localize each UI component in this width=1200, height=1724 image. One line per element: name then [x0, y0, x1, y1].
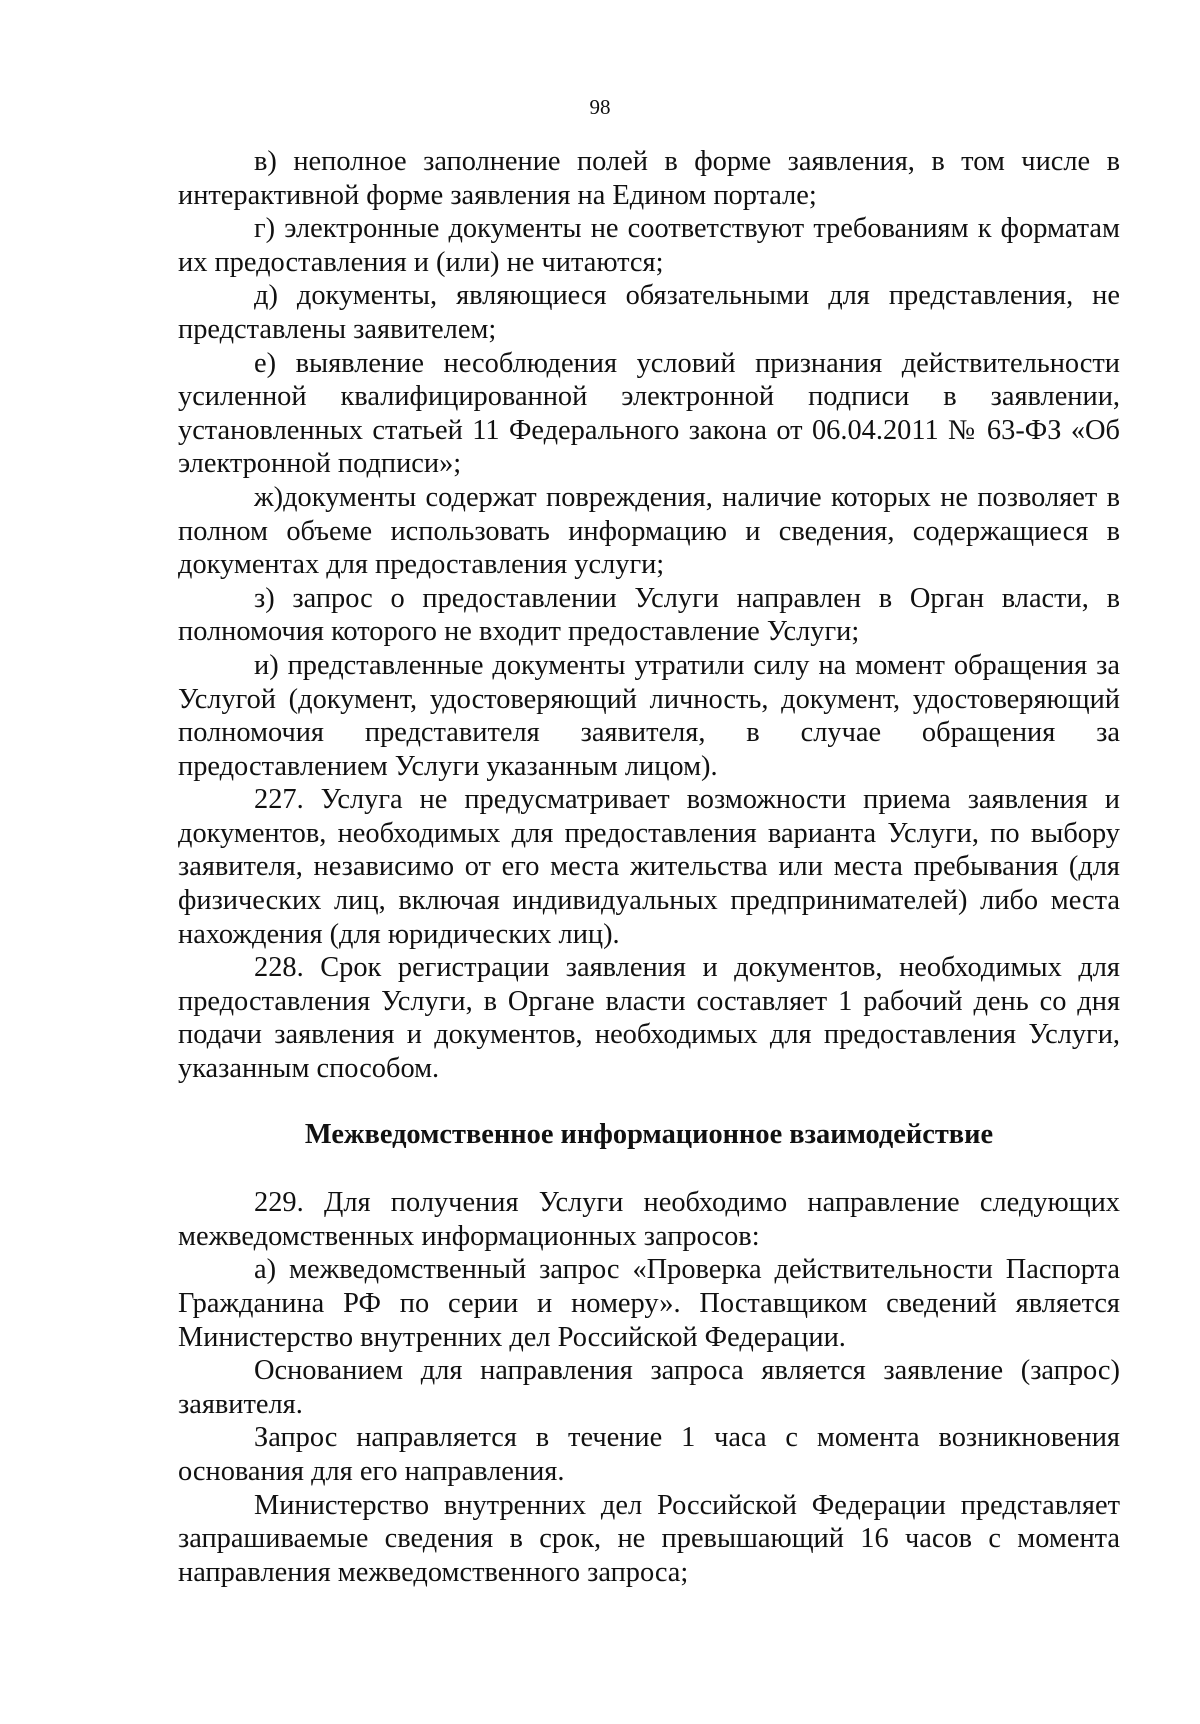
paragraph-text: документы, являющиеся обязательными для представления, не представлены заявителем; [178, 280, 1120, 345]
paragraph-text: Министерство внутренних дел Российской Федерации представляет запрашиваемые сведения в срок, не превышающий 16 часов с момента направления межведомственного запроса; [178, 1489, 1120, 1588]
list-marker: з) [254, 582, 275, 614]
list-marker: в) [254, 146, 277, 177]
paragraph-timing [178, 1421, 1120, 1488]
paragraph-text: запрос о предоставлении Услуги направлен в Орган власти, в полномочия которого не входит предоставление Услуги; [178, 582, 1120, 648]
list-marker: 228. [254, 952, 304, 984]
document-body [178, 145, 1120, 1589]
paragraph-item-i [178, 649, 1120, 783]
paragraph-text: неполное заполнение полей в форме заявления, в том числе в интерактивной форме заявления на Едином портале; [178, 146, 1120, 211]
paragraph-response [178, 1489, 1120, 1590]
paragraph-228 [178, 951, 1120, 1085]
paragraph-227 [178, 783, 1120, 951]
list-marker: д) [254, 280, 278, 312]
paragraph-item-e [178, 347, 1120, 481]
paragraph-text: Основанием для направления запроса является заявление (запрос) заявителя. [178, 1355, 1120, 1420]
paragraph-text: документы содержат повреждения, наличие которых не позволяет в полном объеме использовать информацию и сведения, содержащиеся в документах для предоставления услуги; [178, 481, 1120, 581]
paragraph-basis [178, 1354, 1120, 1421]
list-marker: е) [254, 347, 277, 379]
paragraph-text: Срок регистрации заявления и документов, необходимых для предоставления Услуги, в Органе власти составляет 1 рабочий день со дня подачи заявления и документов, необходимых для предоставления Услуги, указанным способом. [178, 952, 1120, 1085]
paragraph-text: представленные документы утратили силу на момент обращения за Услугой (документ, удостоверяющий личность, документ, удостоверяющий полномочия представителя заявителя, в случае обращения за предоставлением Услуги указанным лицом). [178, 649, 1120, 782]
paragraph-text: межведомственный запрос «Проверка действительности Паспорта Гражданина РФ по серии и номеру». Поставщиком сведений является Министерство внутренних дел Российской Федерации. [178, 1254, 1120, 1353]
paragraph-item-g [178, 212, 1120, 279]
paragraph-text: выявление несоблюдения условий признания действительности усиленной квалифицированной электронной подписи в заявлении, установленных статьей 11 Федерального закона от 06.04.2011 № 63-ФЗ «Об электронной подписи»; [178, 347, 1120, 480]
paragraph-item-v [178, 145, 1120, 212]
list-marker: 227. [254, 784, 304, 816]
list-marker: г) [254, 213, 276, 245]
paragraph-item-zh [178, 481, 1120, 582]
list-marker: а) [254, 1254, 277, 1286]
page-number: 98 [589, 95, 611, 119]
paragraph-item-d [178, 279, 1120, 346]
list-marker: 229. [254, 1187, 304, 1219]
paragraph-text: Услуга не предусматривает возможности приема заявления и документов, необходимых для предоставления варианта Услуги, по выбору заявителя, независимо от его места жительства или места пребывания (для физических лиц, включая индивидуальных предпринимателей) либо места нахождения (для юридических лиц). [178, 784, 1120, 950]
paragraph-text: Запрос направляется в течение 1 часа с момента возникновения основания для его направления. [178, 1422, 1120, 1487]
paragraph-item-a [178, 1253, 1120, 1354]
list-marker: и) [254, 649, 279, 681]
list-marker: ж) [254, 481, 284, 513]
paragraph-text: электронные документы не соответствуют требованиям к форматам их предоставления и (или) не читаются; [178, 213, 1120, 278]
paragraph-item-z [178, 582, 1120, 649]
paragraph-229 [178, 1186, 1120, 1253]
section-heading: Межведомственное информационное взаимодействие [304, 1118, 994, 1150]
paragraph-text: Для получения Услуги необходимо направление следующих межведомственных информационных запросов: [178, 1187, 1120, 1252]
